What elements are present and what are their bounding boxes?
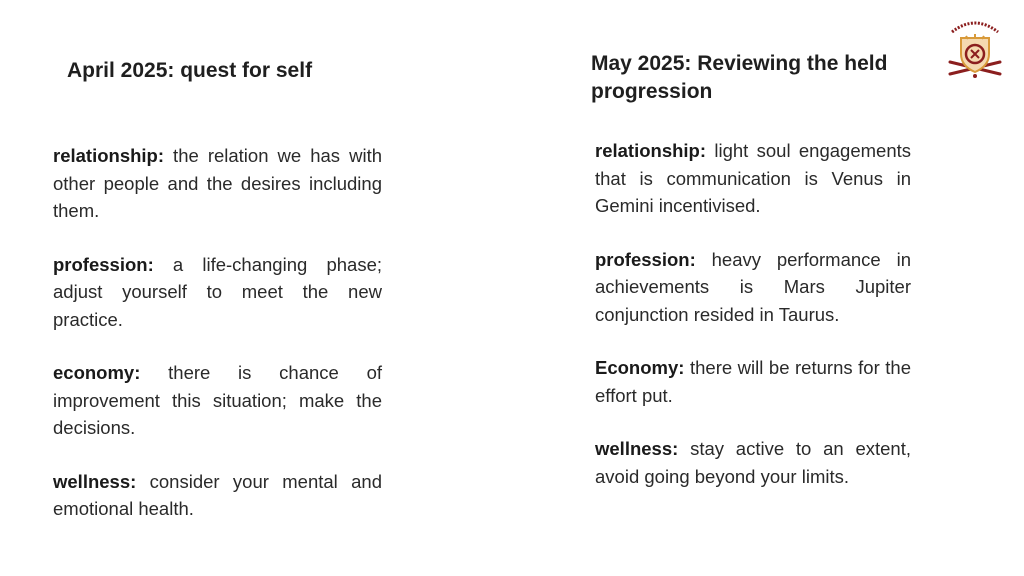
- item-label: Economy:: [595, 357, 685, 378]
- may-profession: [595, 246, 911, 329]
- item-label: wellness:: [53, 470, 137, 492]
- item-text: the relation we has with other people and the desires including them.: [53, 145, 382, 221]
- may-title: May 2025: Reviewing the held progression: [591, 52, 888, 103]
- may-section: [595, 137, 911, 490]
- item-label: profession:: [53, 253, 154, 275]
- item-label: economy:: [53, 362, 141, 383]
- item-label: relationship:: [595, 140, 707, 161]
- april-section: [53, 142, 382, 523]
- april-relationship: [53, 142, 382, 225]
- item-text: there will be returns for the effort put.: [595, 357, 911, 406]
- may-wellness: [595, 435, 911, 490]
- item-text: heavy performance in achievements is Mars Jupiter conjunction resided in Taurus.: [595, 248, 911, 325]
- item-label: profession:: [595, 248, 696, 270]
- may-relationship: [595, 137, 911, 220]
- april-title: April 2025: quest for self: [67, 59, 313, 82]
- may-economy: [595, 354, 911, 409]
- item-text: there is chance of improvement this situation; make the decisions.: [53, 362, 382, 438]
- item-label: wellness:: [595, 438, 679, 459]
- astrology-emblem-icon: [944, 16, 1006, 80]
- item-text: stay active to an extent, avoid going beyond your limits.: [595, 438, 911, 487]
- item-text: consider your mental and emotional health.: [53, 470, 382, 519]
- item-label: relationship:: [53, 145, 165, 166]
- april-economy: [53, 359, 382, 442]
- april-profession: [53, 251, 382, 334]
- item-text: a life-changing phase; adjust yourself to meet the new practice.: [53, 253, 382, 330]
- item-text: light soul engagements that is communication is Venus in Gemini incentivised.: [595, 140, 911, 216]
- april-wellness: [53, 468, 382, 523]
